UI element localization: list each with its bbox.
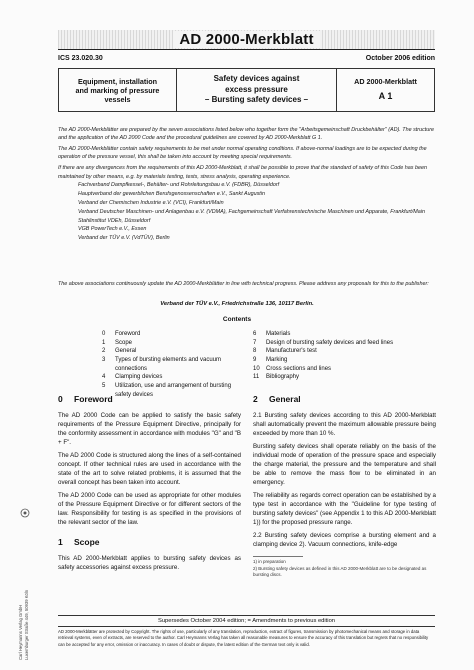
toc-item[interactable]: 4 Clamping devices xyxy=(102,374,163,381)
body-paragraph: Bursting safety devices shall operate reliably on the basis of the individual mode of operation of the pressure space and especially the charge material, the pressure and the temperature and shall be able to remove the mass flow to be eliminated in an emergency. xyxy=(253,443,436,487)
organisation-item: Verband der TÜV e.V. (VdTÜV), Berlin xyxy=(78,235,170,242)
toc-item[interactable]: 11 Bibliography xyxy=(253,374,300,381)
organisation-item: Verband der Chemischen Industrie e.V. (VCI), Frankfurt/Main xyxy=(78,199,224,206)
section-heading-foreword: 0 Foreword xyxy=(58,394,113,404)
footnotes xyxy=(253,556,427,579)
toc-item[interactable]: 8 Manufacturer's test xyxy=(253,348,317,355)
toc-item[interactable]: 9 Marking xyxy=(253,357,288,364)
toc-item[interactable]: 1 Scope xyxy=(102,339,133,346)
body-paragraph: The AD 2000 Code can be used as appropriate for other modules of the Pressure Equipment Directive or for different sectors of the law. Responsibility for testing is as specified in the provisions of the relevant sector of the law. xyxy=(58,492,241,527)
toc-item[interactable]: 7 Design of bursting safety devices and feed lines xyxy=(253,339,394,346)
publisher-side-text xyxy=(18,520,48,660)
ics-code: ICS 23.020.30 xyxy=(58,55,103,62)
intro-text xyxy=(58,126,435,184)
contents-title: Contents xyxy=(222,316,252,323)
toc-right xyxy=(253,330,418,382)
organisation-item: Stahlinstitut VDEh, Düsseldorf xyxy=(78,217,151,224)
scope-cell xyxy=(59,69,177,111)
outro-text: The above associations continuously update the AD 2000-Merkblätter in line with technical progress. Please address any proposals for this to the publisher: xyxy=(58,281,429,287)
subject-line: – Bursting safety devices – xyxy=(204,95,309,105)
toc-left xyxy=(102,330,242,400)
body-paragraph: 2.1 Bursting safety devices according to this AD 2000-Merkblatt shall automatically prevent the maximum allowable pressure being exceeded by more than 10 %. xyxy=(253,412,436,438)
side-line: Luxemburger Straße 449, 50939 Köln xyxy=(23,589,29,660)
left-column xyxy=(58,393,241,577)
toc-item[interactable]: 10 Cross sections and lines xyxy=(253,365,332,372)
intro-paragraph: If there are any divergences from the requirements of this AD 2000-Merkblatt, it shall be possible to prove that the standard of safety of this Code has been maintained by other means, e.g. by materials testing, tests, stress analysis, operating experience. xyxy=(58,165,427,180)
doc-code: A 1 xyxy=(378,91,393,102)
subject-line: excess pressure xyxy=(225,84,288,94)
toc-item[interactable]: 0 Foreword xyxy=(102,331,141,337)
scope-line: vessels xyxy=(104,94,131,104)
body-paragraph: 2.2 Bursting safety devices comprise a bursting element and a clamping device 2). Vacuum connections, knife-edge xyxy=(253,532,436,549)
organisation-item: Hauptverband der gewerblichen Berufsgenossenschaften e.V., Sankt Augustin xyxy=(78,190,265,197)
toc-item[interactable]: 5 Utilization, use and arrangement of bursting safety devices xyxy=(102,383,232,398)
intro-paragraph: The AD 2000-Merkblätter contain safety requirements to be met under normal operating conditions. If above-normal loadings are to be expected during the operation of the pressure vessel, this shall be taken into account by meeting special requirements. xyxy=(58,146,427,161)
toc-item[interactable]: 6 Materials xyxy=(253,331,291,337)
organisation-item: VGB PowerTech e.V., Essen xyxy=(78,226,147,233)
body-paragraph: The AD 2000 Code can be applied to satisfy the basic safety requirements of the Pressure Equipment Directive, principally for the conformity assessment in accordance with modules "G" and "B + F". xyxy=(58,412,241,447)
side-line: Carl Heymanns Verlag GmbH xyxy=(18,604,23,660)
doc-label: AD 2000-Merkblatt xyxy=(354,77,417,87)
document-title: AD 2000-Merkblatt xyxy=(173,31,319,48)
section-heading-scope: 1 Scope xyxy=(58,537,100,548)
title-banner xyxy=(58,30,435,50)
organisation-item: Fachverband Dampfkessel-, Behälter- und Rohrleitungsbau e.V. (FDBR), Düsseldorf xyxy=(78,182,280,188)
doc-id-cell xyxy=(337,69,434,111)
supersedes-note: Supersedes October 2004 edition; = Amendments to previous edition xyxy=(58,615,435,627)
header-box xyxy=(58,68,435,112)
body-paragraph: This AD 2000-Merkblatt applies to bursting safety devices as safety accessories against excess pressure. xyxy=(58,555,241,572)
publisher-logo-icon xyxy=(20,508,30,518)
intro-paragraph: The AD 2000-Merkblätter are prepared by the seven associations listed below who together form the "Arbeitsgemeinschaft Druckbehälter" (AD). The structure and the application of the AD 2000 Code and the procedural guidelines are covered by AD 2000-Merkblatt G 1. xyxy=(58,127,435,142)
subject-line: Safety devices against xyxy=(213,74,300,84)
scope-line: Equipment, installation xyxy=(77,76,158,86)
toc-item[interactable]: 2 General xyxy=(102,348,137,355)
body-paragraph: The AD 2000 Code is structured along the lines of a self-contained concept. If other technical rules are used in accordance with the state of the art to solve related problems, it is assumed that the overall concept has been taken into account. xyxy=(58,452,241,487)
toc-item[interactable]: 3 Types of bursting elements and vacuum connections xyxy=(102,357,222,372)
organisation-list xyxy=(78,181,428,243)
edition-label: October 2006 edition xyxy=(365,55,435,62)
organisation-item: Verband Deutscher Maschinen- und Anlagenbau e.V. (VDMA), Fachgemeinschaft Verfahrenstechnische Maschinen und Apparate, Frankfurt/Main xyxy=(78,208,425,215)
scope-line: and marking of pressure xyxy=(75,85,160,95)
subject-cell xyxy=(177,69,337,111)
copyright-notice: AD 2000-Merkblätter are protected by Copyright. The rights of use, particularly of any translation, reproduction, extract of figures, transmission by photomechanical means and storage in data retrieval systems, even of extracts, are reserved to the author. Carl Heymanns Verlag has taken all reasonable measures to ensure the accuracy of this translation but regrets that no responsibility can be accepted for any error, omission or inaccuracy. In cases of doubt or dispute, the latest edition of the German text only is valid. xyxy=(58,629,429,647)
body-paragraph: The reliability as regards correct operation can be established by a type test in accordance with the "Guideline for type testing of bursting safety devices" (see Appendix 1 to this AD 2000-Merkblatt 1)) for the proposed pressure range. xyxy=(253,492,436,527)
publisher-address: Verband der TÜV e.V., Friedrichstraße 136, 10117 Berlin. xyxy=(160,301,314,307)
footnote: 1) in preparation xyxy=(253,559,286,565)
right-column xyxy=(253,393,436,579)
footnote: 2) Bursting safety devices as defined in this AD 2000-Merkblatt are to be designated as bursting discs. xyxy=(253,565,427,578)
section-heading-general: 2 General xyxy=(253,394,301,404)
